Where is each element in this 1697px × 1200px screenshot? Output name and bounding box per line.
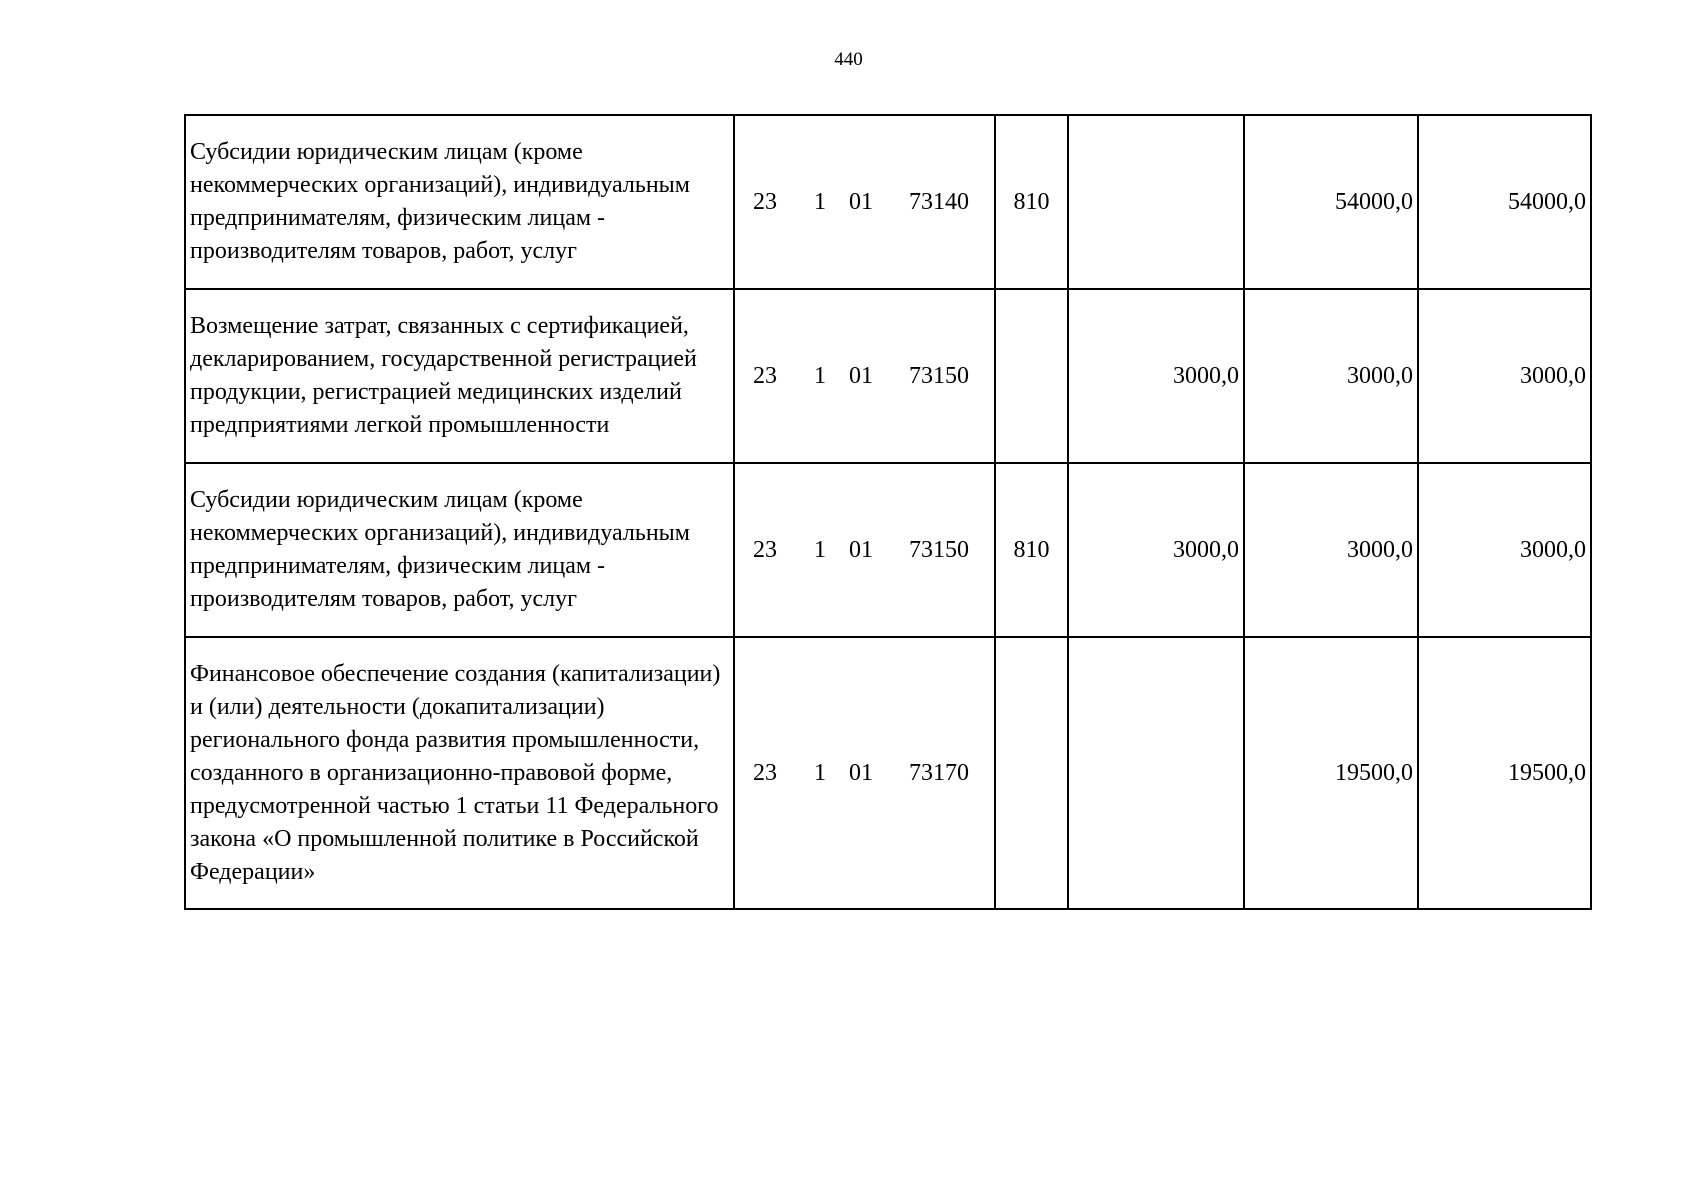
row-amount-3: 3000,0 <box>1418 289 1591 463</box>
code-direction: 73170 <box>909 759 969 786</box>
code-program: 23 <box>753 188 777 215</box>
row-amount-1 <box>1068 637 1244 909</box>
row-amount-2: 3000,0 <box>1244 289 1418 463</box>
code-main-activity: 01 <box>849 759 873 786</box>
row-amount-1 <box>1068 115 1244 289</box>
row-expense-type: 810 <box>995 115 1068 289</box>
row-classification-code <box>734 289 995 463</box>
row-classification-code <box>734 115 995 289</box>
code-program: 23 <box>753 362 777 389</box>
row-amount-3: 19500,0 <box>1418 637 1591 909</box>
code-main-activity: 01 <box>849 188 873 215</box>
row-description: Субсидии юридическим лицам (кроме некоммерческих организаций), индивидуальным предпринимателям, физическим лицам - производителям товаров, работ, услуг <box>185 115 734 289</box>
table-row <box>185 463 1591 637</box>
row-expense-type <box>995 637 1068 909</box>
row-classification-code <box>734 637 995 909</box>
budget-table <box>184 114 1592 910</box>
code-main-activity: 01 <box>849 536 873 563</box>
row-amount-3: 3000,0 <box>1418 463 1591 637</box>
row-expense-type <box>995 289 1068 463</box>
code-subprogram: 1 <box>814 536 826 563</box>
code-subprogram: 1 <box>814 759 826 786</box>
code-main-activity: 01 <box>849 362 873 389</box>
row-amount-2: 3000,0 <box>1244 463 1418 637</box>
table-row <box>185 115 1591 289</box>
code-subprogram: 1 <box>814 362 826 389</box>
table-row <box>185 637 1591 909</box>
code-program: 23 <box>753 759 777 786</box>
row-amount-3: 54000,0 <box>1418 115 1591 289</box>
table-row <box>185 289 1591 463</box>
code-direction: 73150 <box>909 536 969 563</box>
row-amount-2: 19500,0 <box>1244 637 1418 909</box>
row-description: Субсидии юридическим лицам (кроме некоммерческих организаций), индивидуальным предпринимателям, физическим лицам - производителям товаров, работ, услуг <box>185 463 734 637</box>
row-description: Возмещение затрат, связанных с сертификацией, декларированием, государственной регистрацией продукции, регистрацией медицинских изделий предприятиями легкой промышленности <box>185 289 734 463</box>
code-program: 23 <box>753 536 777 563</box>
code-direction: 73150 <box>909 362 969 389</box>
page-number: 440 <box>834 49 863 70</box>
row-amount-2: 54000,0 <box>1244 115 1418 289</box>
code-subprogram: 1 <box>814 188 826 215</box>
row-amount-1: 3000,0 <box>1068 289 1244 463</box>
code-direction: 73140 <box>909 188 969 215</box>
row-amount-1: 3000,0 <box>1068 463 1244 637</box>
row-expense-type: 810 <box>995 463 1068 637</box>
row-classification-code <box>734 463 995 637</box>
row-description: Финансовое обеспечение создания (капитализации) и (или) деятельности (докапитализации) регионального фонда развития промышленности, созданного в организационно-правовой форме, предусмотренной частью 1 статьи 11 Федерального закона «О промышленной политике в Российской Федерации» <box>185 637 734 909</box>
